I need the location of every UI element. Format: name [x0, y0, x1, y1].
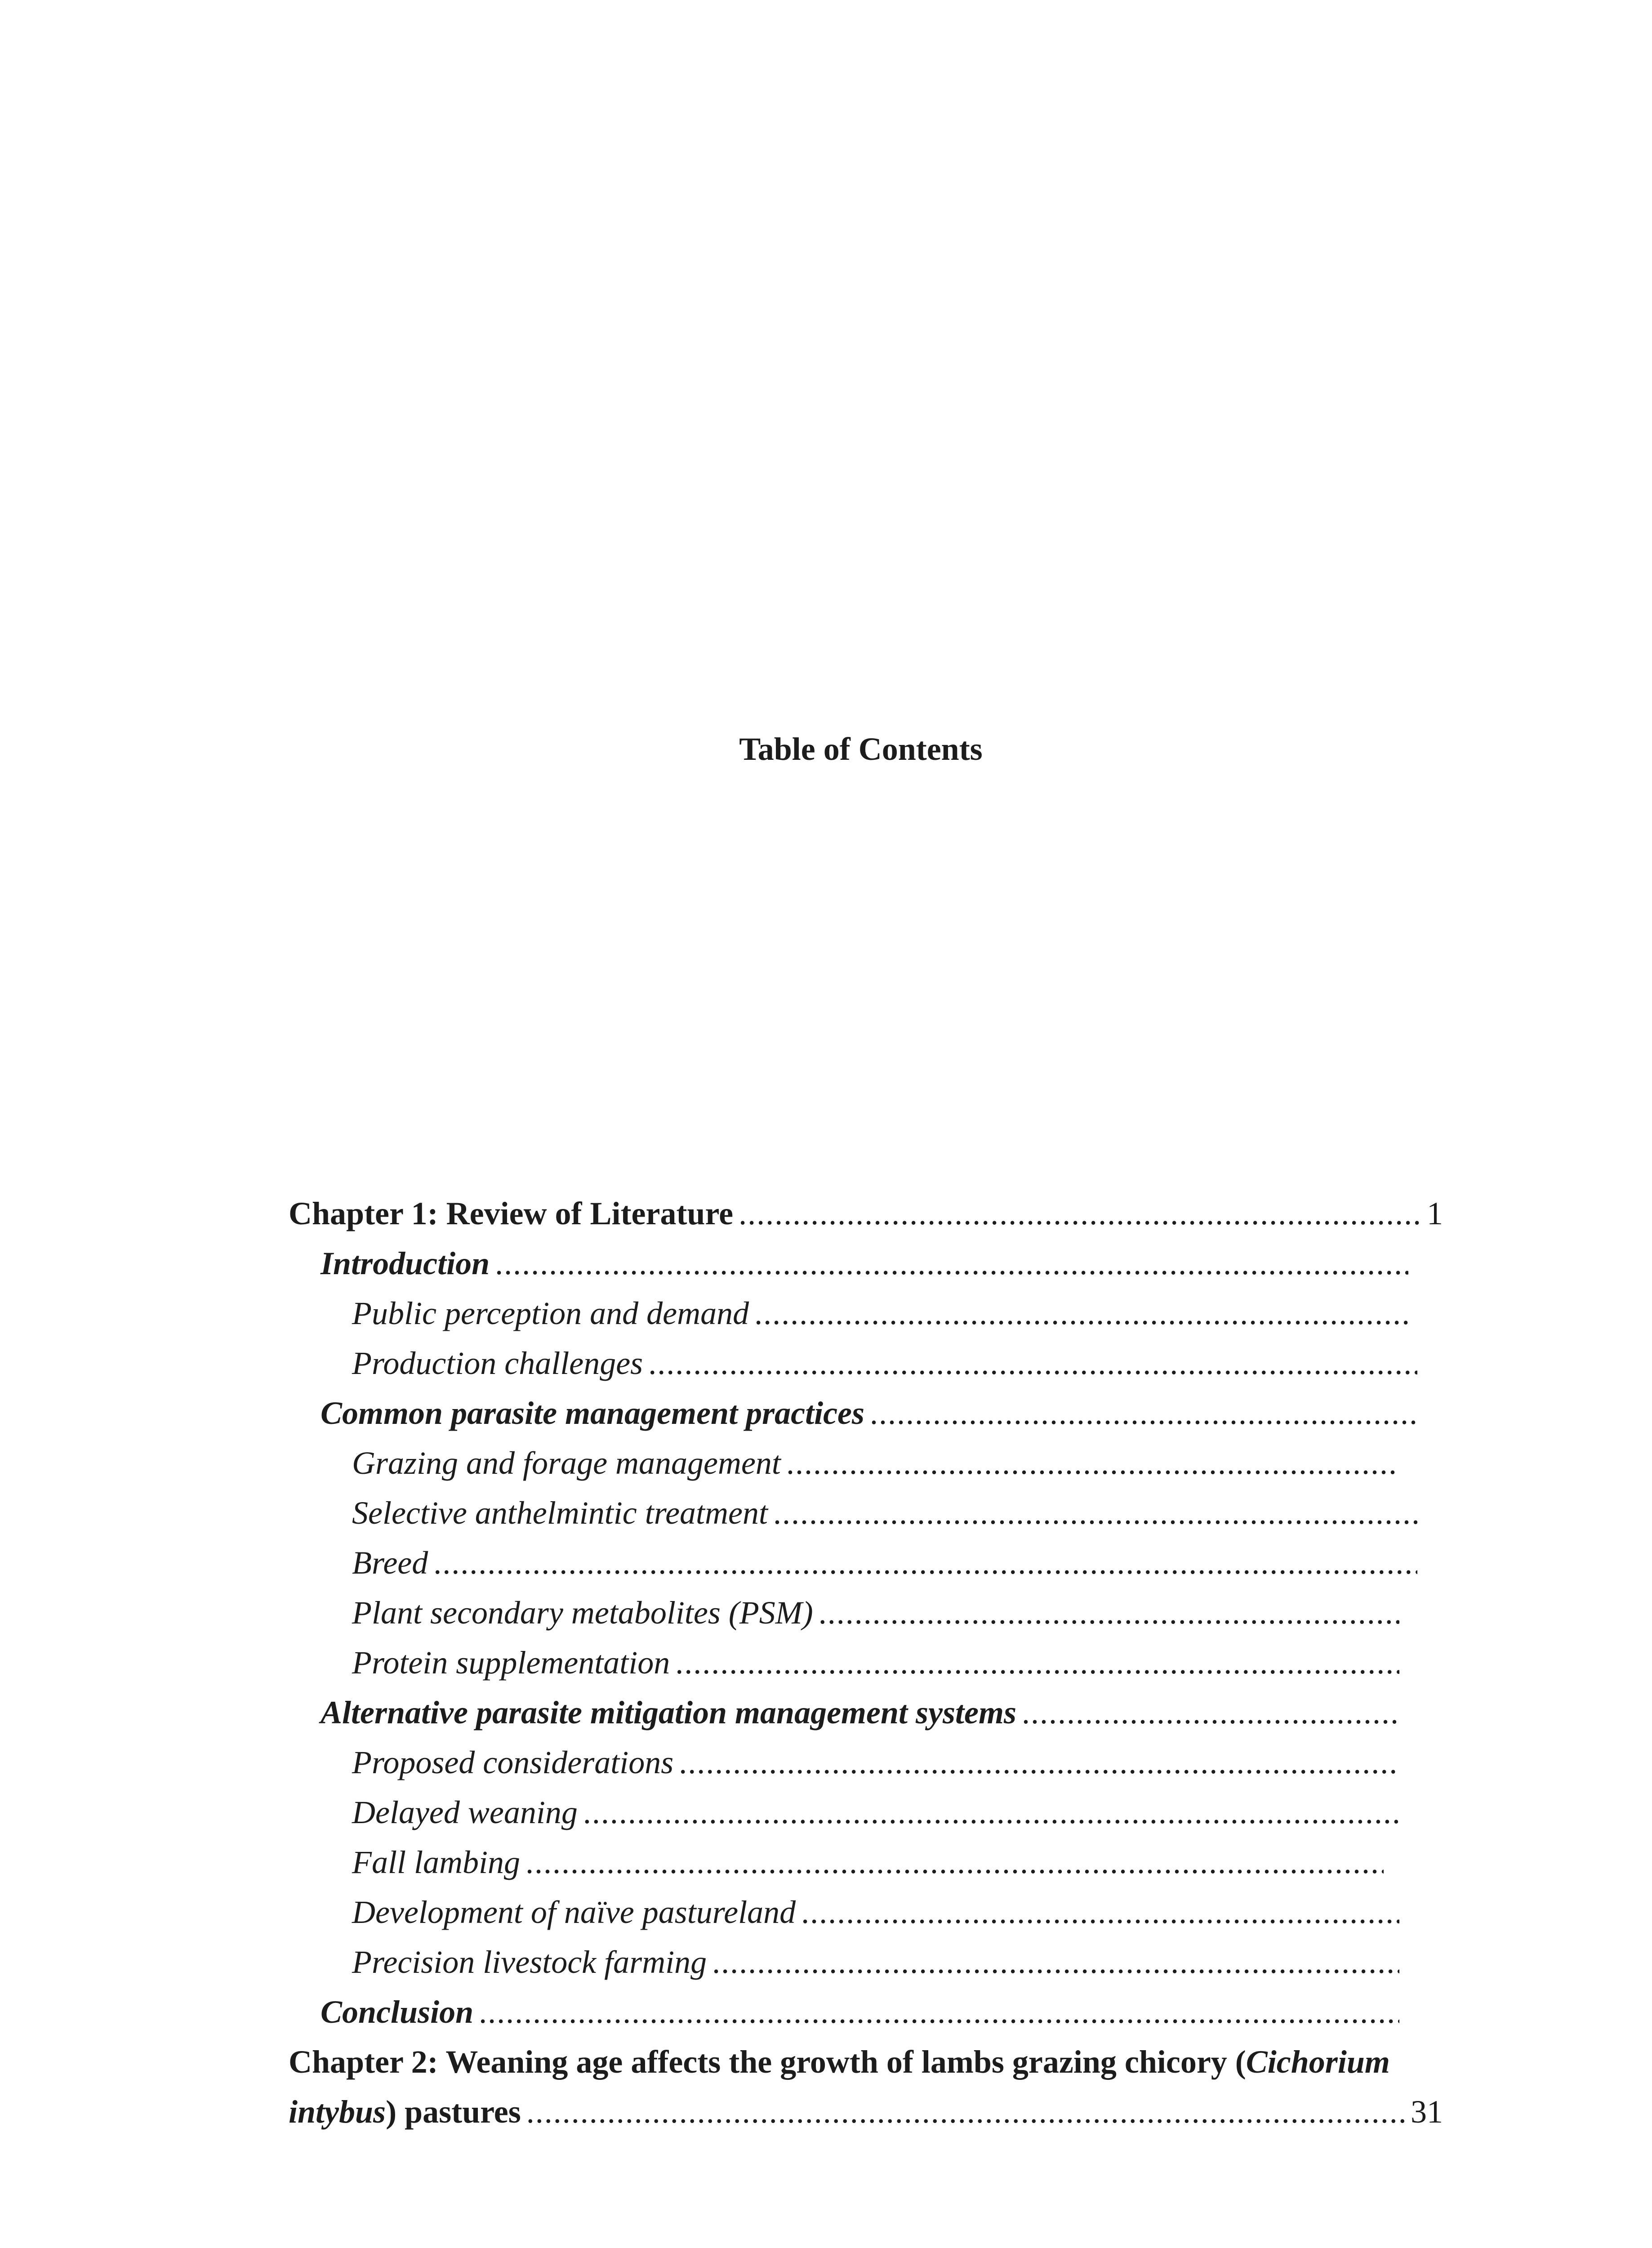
toc-leader-dots	[754, 1289, 1408, 1338]
toc-page-number: 1	[1427, 1195, 1443, 1231]
toc-leader-dots	[433, 1538, 1417, 1588]
toc-leader-dots	[526, 2087, 1404, 2136]
toc-entry-grazing-forage	[352, 1438, 1399, 1488]
toc-leader-dots	[801, 1887, 1399, 1937]
toc-entry-naive-pastureland	[352, 1887, 1399, 1937]
toc-entry-introduction	[321, 1239, 1408, 1288]
toc-entry-label: Proposed considerations	[352, 1744, 674, 1780]
toc-entry-label: Chapter 1: Review of Literature	[289, 1195, 734, 1231]
toc-entry-public-perception	[352, 1289, 1408, 1338]
toc-entry-label: Common parasite management practices	[321, 1395, 865, 1431]
toc-entry-alternative-systems	[321, 1688, 1399, 1737]
toc-entry-label: Protein supplementation	[352, 1645, 670, 1681]
toc-entry-delayed-weaning	[352, 1788, 1399, 1837]
toc-leader-dots	[1022, 1688, 1399, 1737]
toc-entry-chapter-1	[289, 1189, 1443, 1238]
toc-entry-label: Public perception and demand	[352, 1295, 749, 1331]
toc-entry-fall-lambing	[352, 1838, 1384, 1887]
toc-entry-label: Alternative parasite mitigation management systems	[321, 1695, 1017, 1731]
toc-entry-label: Conclusion	[321, 1994, 474, 2030]
toc-entry-breed	[352, 1538, 1417, 1588]
page-title: Table of Contents	[739, 731, 983, 767]
toc-leader-dots	[648, 1338, 1417, 1388]
toc-entry-label: Fall lambing	[352, 1844, 520, 1880]
toc-entry-chapter-2-line-1	[289, 2037, 1390, 2087]
toc-entry-label: Delayed weaning	[352, 1794, 578, 1830]
toc-entry-precision-farming	[352, 1937, 1399, 1987]
toc-entry-label: Precision livestock farming	[352, 1944, 707, 1980]
toc-leader-dots	[870, 1388, 1417, 1438]
toc-leader-dots	[583, 1788, 1399, 1837]
toc-entry-label: Introduction	[321, 1245, 490, 1281]
toc-entry-label: Development of naïve pastureland	[352, 1894, 796, 1930]
toc-leader-dots	[773, 1488, 1417, 1538]
toc-leader-dots	[495, 1239, 1408, 1288]
toc-entry-psm	[352, 1588, 1399, 1637]
toc-leader-dots	[786, 1438, 1399, 1488]
toc-leader-dots	[525, 1838, 1384, 1887]
toc-entry-proposed-considerations	[352, 1738, 1399, 1787]
toc-entry-conclusion	[321, 1987, 1399, 2037]
toc-entry-label-text: ) pastures	[386, 2094, 521, 2130]
toc-entry-label-italic: intybus	[289, 2094, 386, 2130]
toc-leader-dots	[479, 1987, 1399, 2037]
toc-page-number: 31	[1411, 2094, 1443, 2130]
toc-leader-dots	[675, 1638, 1399, 1687]
toc-entry-label: Production challenges	[352, 1345, 643, 1381]
toc-entry-label-italic: Cichorium	[1246, 2044, 1390, 2080]
toc-entry-label: Plant secondary metabolites (PSM)	[352, 1595, 813, 1631]
toc-leader-dots	[819, 1588, 1399, 1637]
toc-entry-chapter-2-line-2	[289, 2087, 1443, 2136]
toc-entry-label	[289, 2087, 521, 2136]
toc-entry-selective-treatment	[352, 1488, 1417, 1538]
toc-entry-protein-supplementation	[352, 1638, 1399, 1687]
toc-entry-production-challenges	[352, 1338, 1417, 1388]
toc-entry-label: Selective anthelmintic treatment	[352, 1495, 768, 1531]
toc-leader-dots	[712, 1937, 1399, 1987]
toc-entry-label: Chapter 2: Weaning age affects the growth of lambs grazing chicory (	[289, 2044, 1246, 2080]
toc-entry-common-practices	[321, 1388, 1417, 1438]
toc-entry-label: Grazing and forage management	[352, 1445, 781, 1481]
toc-leader-dots	[679, 1738, 1399, 1787]
toc-leader-dots	[739, 1189, 1420, 1238]
toc-entry-label: Breed	[352, 1545, 428, 1581]
